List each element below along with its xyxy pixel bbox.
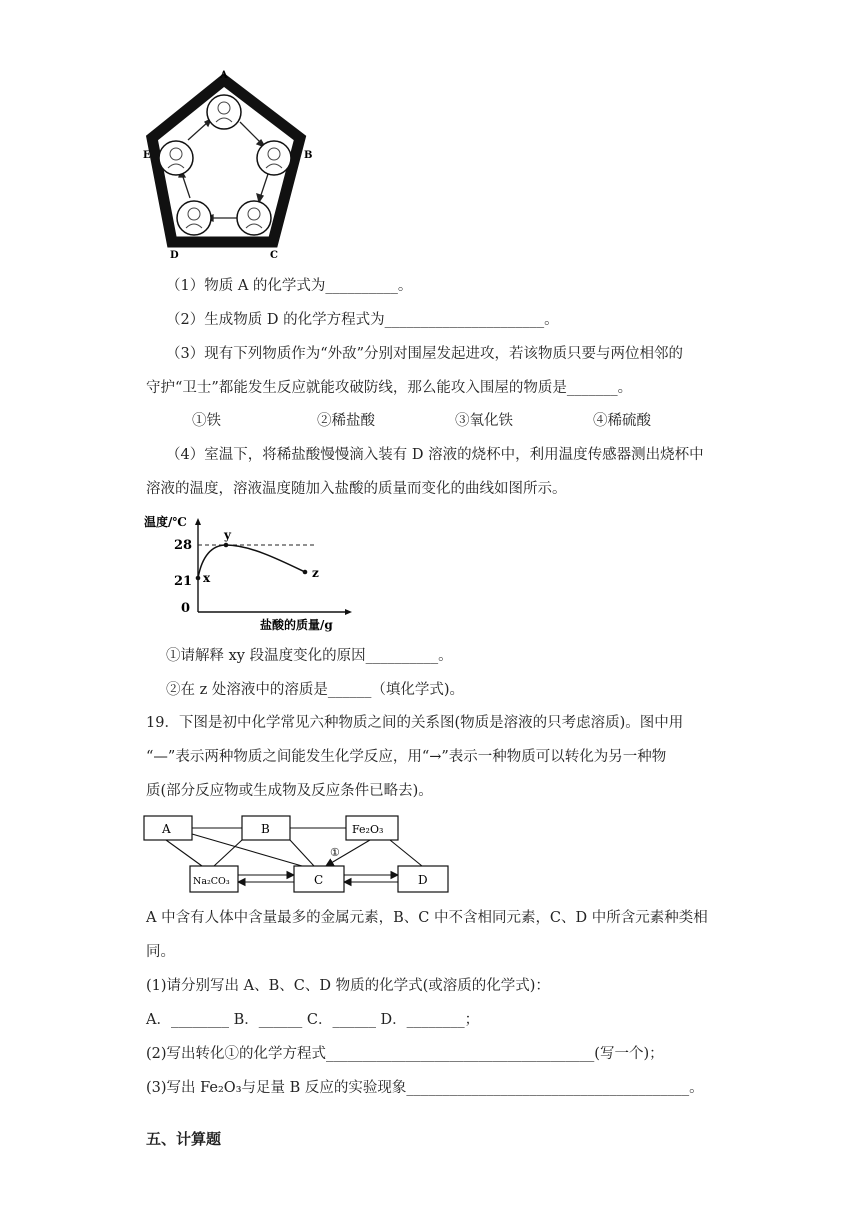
vertex-label-c: C	[270, 250, 278, 261]
vertex-label-a: A	[220, 70, 228, 81]
q18-part4-line1: （4）室温下，将稀盐酸慢慢滴入装有 D 溶液的烧杯中，利用温度传感器测出烧杯中	[166, 447, 704, 463]
label-a: A	[162, 822, 171, 836]
tick-label-0: 0	[181, 601, 191, 616]
point-x	[196, 576, 201, 581]
section-title-calculation: 五、计算题	[146, 1130, 222, 1148]
q18-part3-line2: 守护“卫士”都能发生反应就能攻破防线，那么能攻入围屋的物质是_______。	[146, 380, 633, 396]
option-iron: ①铁	[192, 413, 221, 429]
relationship-diagram	[140, 812, 460, 898]
q18-part2: （2）生成物质 D 的化学方程式为______________________。	[166, 312, 559, 328]
q19-sub3: (3)写出 Fe₂O₃与足量 B 反应的实验现象_______________________________________。	[146, 1080, 704, 1096]
q19-intro-line3: 质(部分反应物或生成物及反应条件已略去)。	[146, 783, 433, 799]
point-y	[224, 543, 229, 548]
q18-sub1: ①请解释 xy 段温度变化的原因__________。	[166, 648, 453, 664]
q18-part3-line1: （3）现有下列物质作为“外敌”分别对围屋发起进攻，若该物质只要与两位相邻的	[166, 346, 684, 362]
label-mark-1: ①	[330, 846, 340, 859]
vertex-label-e: E	[143, 150, 151, 161]
chart-ylabel: 温度/℃	[144, 515, 187, 529]
point-z	[303, 570, 308, 575]
q19-sub1-blanks: A．________ B．______ C．______ D．________；	[146, 1012, 480, 1028]
tick-label-21: 21	[174, 574, 193, 589]
pentagon-figure	[140, 70, 320, 262]
point-label-x: x	[203, 571, 211, 585]
option-dilute-h2so4: ④稀硫酸	[593, 413, 651, 429]
tick-label-28: 28	[174, 538, 193, 553]
option-iron-oxide: ③氧化铁	[455, 413, 513, 429]
option-dilute-hcl: ②稀盐酸	[317, 413, 375, 429]
point-label-z: z	[312, 566, 319, 580]
vertex-label-d: D	[170, 250, 179, 261]
temperature-curve	[198, 545, 305, 578]
label-d: D	[418, 873, 428, 887]
q19-sub1: (1)请分别写出 A、B、C、D 物质的化学式(或溶质的化学式)：	[146, 978, 550, 994]
label-na2co3: Na₂CO₃	[193, 876, 230, 887]
q19-sub2: (2)写出转化①的化学方程式_____________________________________(写一个)；	[146, 1046, 664, 1062]
q18-part4-line2: 溶液的温度，溶液温度随加入盐酸的质量而变化的曲线如图所示。	[146, 481, 567, 497]
q19-condition-line2: 同。	[146, 944, 175, 960]
label-b: B	[261, 822, 270, 836]
q18-part1: （1）物质 A 的化学式为__________。	[166, 278, 413, 294]
q19-intro-line1: 19．下图是初中化学常见六种物质之间的关系图(物质是溶液的只考虑溶质)。图中用	[146, 715, 684, 731]
point-label-y: y	[224, 528, 231, 542]
q19-condition-line1: A 中含有人体中含量最多的金属元素，B、C 中不含相同元素，C、D 中所含元素种类相	[146, 910, 708, 926]
label-fe2o3: Fe₂O₃	[352, 823, 384, 836]
q19-intro-line2: “—”表示两种物质之间能发生化学反应，用“→”表示一种物质可以转化为另一种物	[146, 749, 667, 765]
q18-sub2: ②在 z 处溶液中的溶质是______（填化学式)。	[166, 682, 465, 698]
chart-xlabel: 盐酸的质量/g	[260, 618, 333, 632]
temperature-chart	[140, 512, 360, 634]
label-c: C	[314, 873, 324, 887]
vertex-label-b: B	[304, 150, 313, 161]
